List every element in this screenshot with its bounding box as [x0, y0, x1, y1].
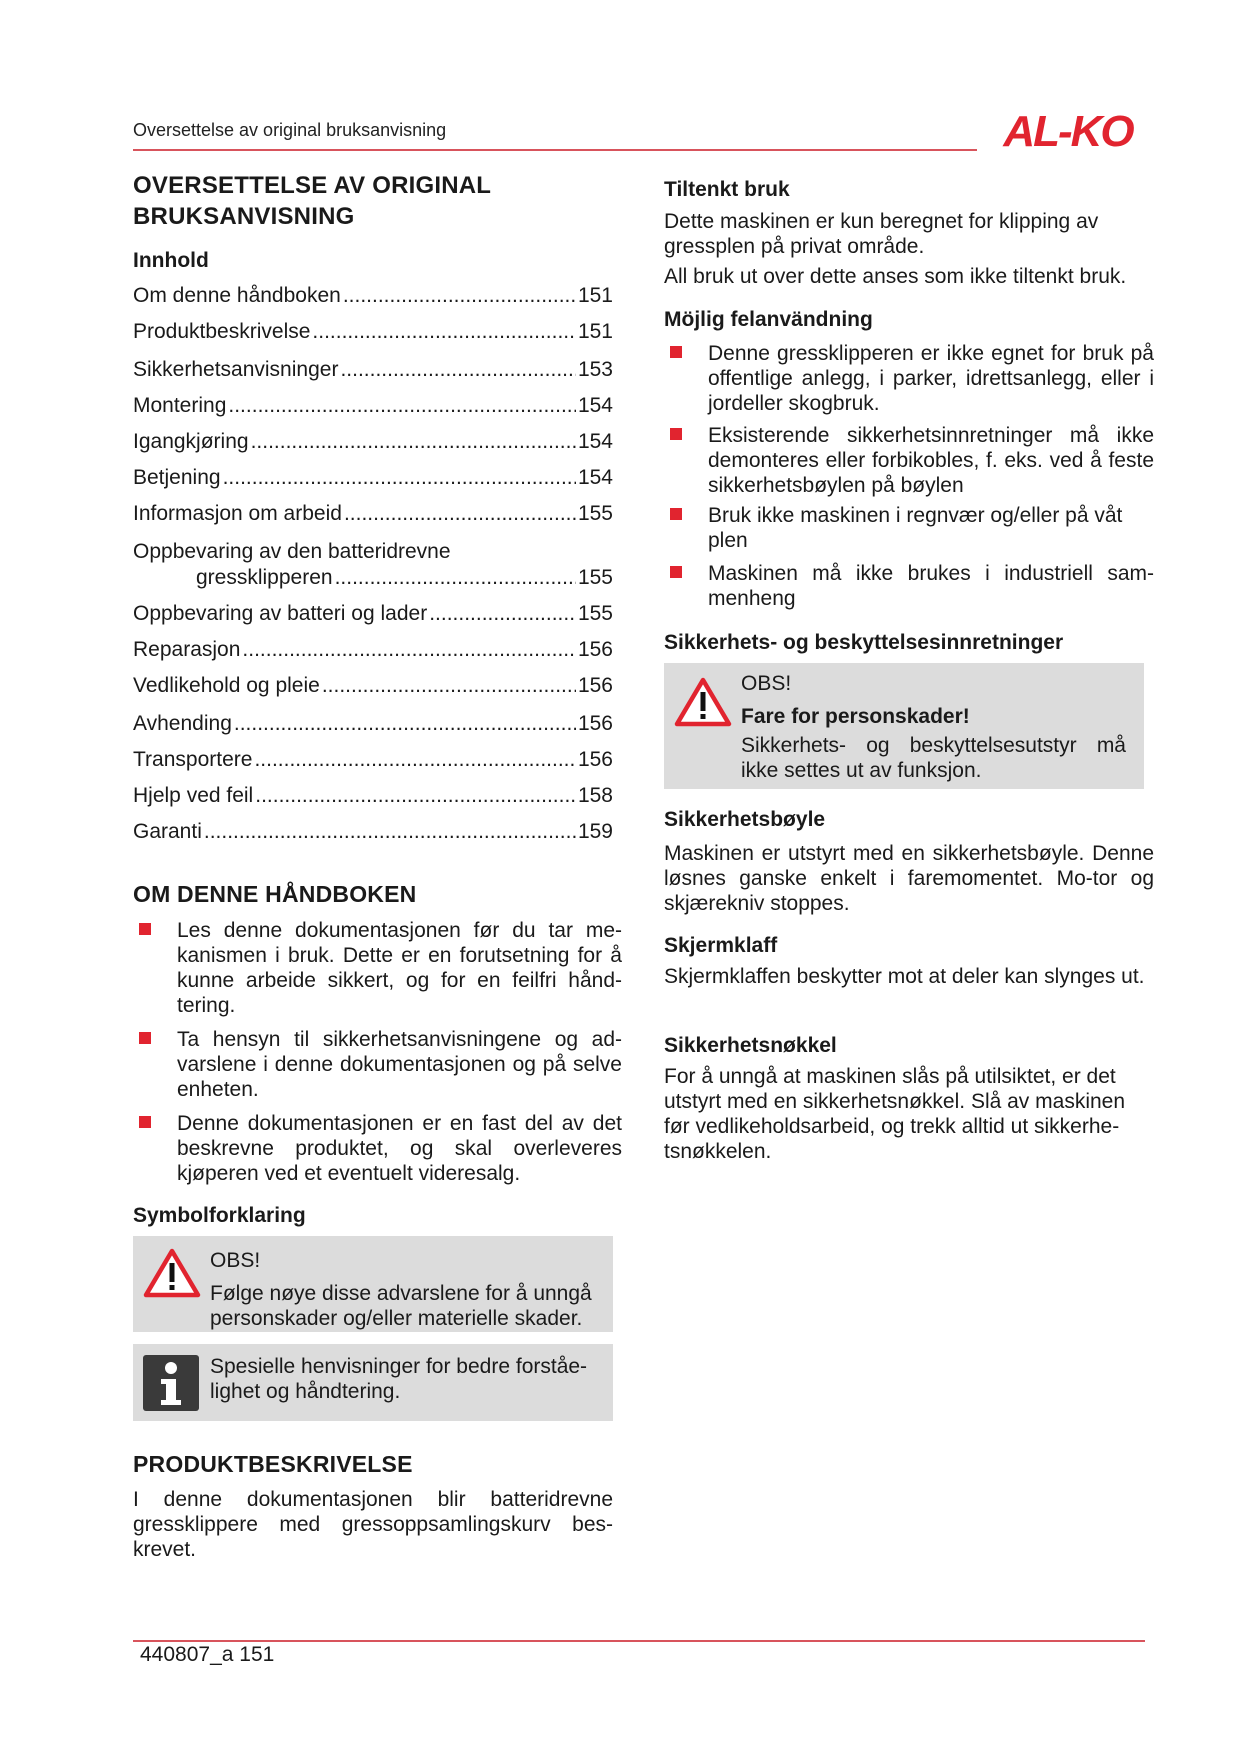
- misuse-title: Möjlig felanvändning: [664, 308, 873, 331]
- toc-row[interactable]: Transportere ..... 156: [133, 747, 613, 773]
- notice-text: Følge nøye disse advarslene for å unngå personskader og/eller materielle skader.: [210, 1282, 592, 1330]
- bullet-square-icon: [139, 1116, 151, 1128]
- intended-use-text: Dette maskinen er kun beregnet for klipping av gressplen på privat område.: [664, 210, 1099, 258]
- deflector-flap-text: Skjermklaffen beskytter mot at deler kan slynges ut.: [664, 965, 1145, 988]
- toc-row[interactable]: Avhending ..... 156: [133, 711, 613, 737]
- product-section-title: PRODUKTBESKRIVELSE: [133, 1451, 413, 1477]
- intended-use-note: All bruk ut over dette anses som ikke tiltenkt bruk.: [664, 265, 1127, 288]
- info-notice-box: [133, 1344, 613, 1421]
- notice-title: OBS!: [210, 1249, 261, 1272]
- list-item: Denne gressklipperen er ikke egnet for bruk på offentlige anlegg, i parker, idrettsanlegg, eller i jordeller skogbruk.: [664, 341, 1164, 416]
- toc-row[interactable]: Montering ..... 154: [133, 393, 613, 419]
- toc-row[interactable]: Informasjon om arbeid ..... 155: [133, 501, 613, 527]
- toc-row[interactable]: Oppbevaring av batteri og lader ..... 155: [133, 601, 613, 627]
- header-divider: [133, 149, 977, 151]
- symbol-legend-title: Symbolforklaring: [133, 1204, 306, 1227]
- intended-use-title: Tiltenkt bruk: [664, 178, 790, 201]
- toc-row[interactable]: Sikkerhetsanvisninger ..... 153: [133, 357, 613, 383]
- footer-divider: [133, 1640, 1145, 1642]
- bullet-square-icon: [670, 508, 682, 520]
- list-item: Eksisterende sikkerhetsinnretninger må ikke demonteres eller forbikobles, f. eks. ved å feste sikkerhetsbøylen på bøylen: [664, 423, 1164, 498]
- list-item: Les denne dokumentasjonen før du tar me-kanismen i bruk. Dette er en forutsetning for å kunne arbeide sikkert, og for en feilfri hånd-tering.: [133, 918, 623, 1018]
- list-item: Ta hensyn til sikkerhetsanvisningene og ad-varslene i denne dokumentasjonen og på selve enheten.: [133, 1027, 623, 1102]
- toc-row[interactable]: gressklipperen ..... 155: [133, 565, 613, 591]
- alko-logo: [988, 108, 1148, 154]
- page-footer: 440807_a 151: [140, 1643, 275, 1666]
- bullet-square-icon: [139, 1032, 151, 1044]
- notice-text: Sikkerhets- og beskyttelsesutstyr må ikke settes ut av funksjon.: [741, 734, 1126, 782]
- about-section-title: OM DENNE HÅNDBOKEN: [133, 881, 417, 907]
- bullet-square-icon: [670, 566, 682, 578]
- info-icon: [143, 1355, 199, 1411]
- safety-key-title: Sikkerhetsnøkkel: [664, 1034, 837, 1057]
- toc-row[interactable]: Hjelp ved feil ..... 158: [133, 783, 613, 809]
- bullet-square-icon: [670, 346, 682, 358]
- list-item: Bruk ikke maskinen i regnvær og/eller på våt plen: [664, 503, 1164, 553]
- alko-logo-text: AL-KO: [1003, 108, 1133, 154]
- toc-row[interactable]: Reparasjon ..... 156: [133, 637, 613, 663]
- safety-bail-title: Sikkerhetsbøyle: [664, 808, 826, 831]
- safety-devices-title: Sikkerhets- og beskyttelsesinnretninger: [664, 631, 1064, 654]
- bullet-square-icon: [670, 428, 682, 440]
- notice-title: OBS!: [741, 672, 792, 695]
- document-header-title: Oversettelse av original bruksanvisning: [133, 120, 447, 140]
- toc-row[interactable]: Betjening ..... 154: [133, 465, 613, 491]
- list-item: Denne dokumentasjonen er en fast del av det beskrevne produktet, og skal overleveres kjøperen ved et eventuelt videresalg.: [133, 1111, 623, 1186]
- safety-bail-text: Maskinen er utstyrt med en sikkerhetsbøyle. Denne løsnes ganske enkelt i faremomentet. Mo-tor og skjærekniv stoppes.: [664, 842, 1154, 915]
- deflector-flap-title: Skjermklaff: [664, 934, 778, 957]
- toc-row[interactable]: Igangkjøring ..... 154: [133, 429, 613, 455]
- product-description-text: I denne dokumentasjonen blir batteridrevne gressklippere med gressoppsamlingskurv bes-krevet.: [133, 1488, 613, 1561]
- notice-subtitle: Fare for personskader!: [741, 705, 970, 728]
- bullet-square-icon: [139, 923, 151, 935]
- warning-triangle-icon: [143, 1248, 201, 1298]
- safety-key-text: For å unngå at maskinen slås på utilsiktet, er det utstyrt med en sikkerhetsnøkkel. Slå av maskinen før vedlikeholdsarbeid, og trekk alltid ut sikkerhe-tsnøkkelen.: [664, 1065, 1126, 1163]
- toc-title: Innhold: [133, 249, 209, 272]
- main-title-line1: OVERSETTELSE AV ORIGINAL: [133, 172, 492, 199]
- toc-row[interactable]: Produktbeskrivelse ..... 151: [133, 319, 613, 345]
- warning-notice-box: [664, 663, 1144, 789]
- list-item: Maskinen må ikke brukes i industriell sam-menheng: [664, 561, 1164, 611]
- notice-text: Spesielle henvisninger for bedre forståe-lighet og håndtering.: [210, 1355, 588, 1403]
- toc-row[interactable]: Vedlikehold og pleie ..... 156: [133, 673, 613, 699]
- toc-row-first-line[interactable]: Oppbevaring av den batteridrevne: [133, 540, 451, 563]
- toc-row[interactable]: Garanti ..... 159: [133, 819, 613, 845]
- toc-row[interactable]: Om denne håndboken ..... 151: [133, 283, 613, 309]
- main-title-line2: BRUKSANVISNING: [133, 203, 355, 230]
- warning-triangle-icon: [674, 677, 732, 727]
- warning-notice-box: [133, 1236, 613, 1332]
